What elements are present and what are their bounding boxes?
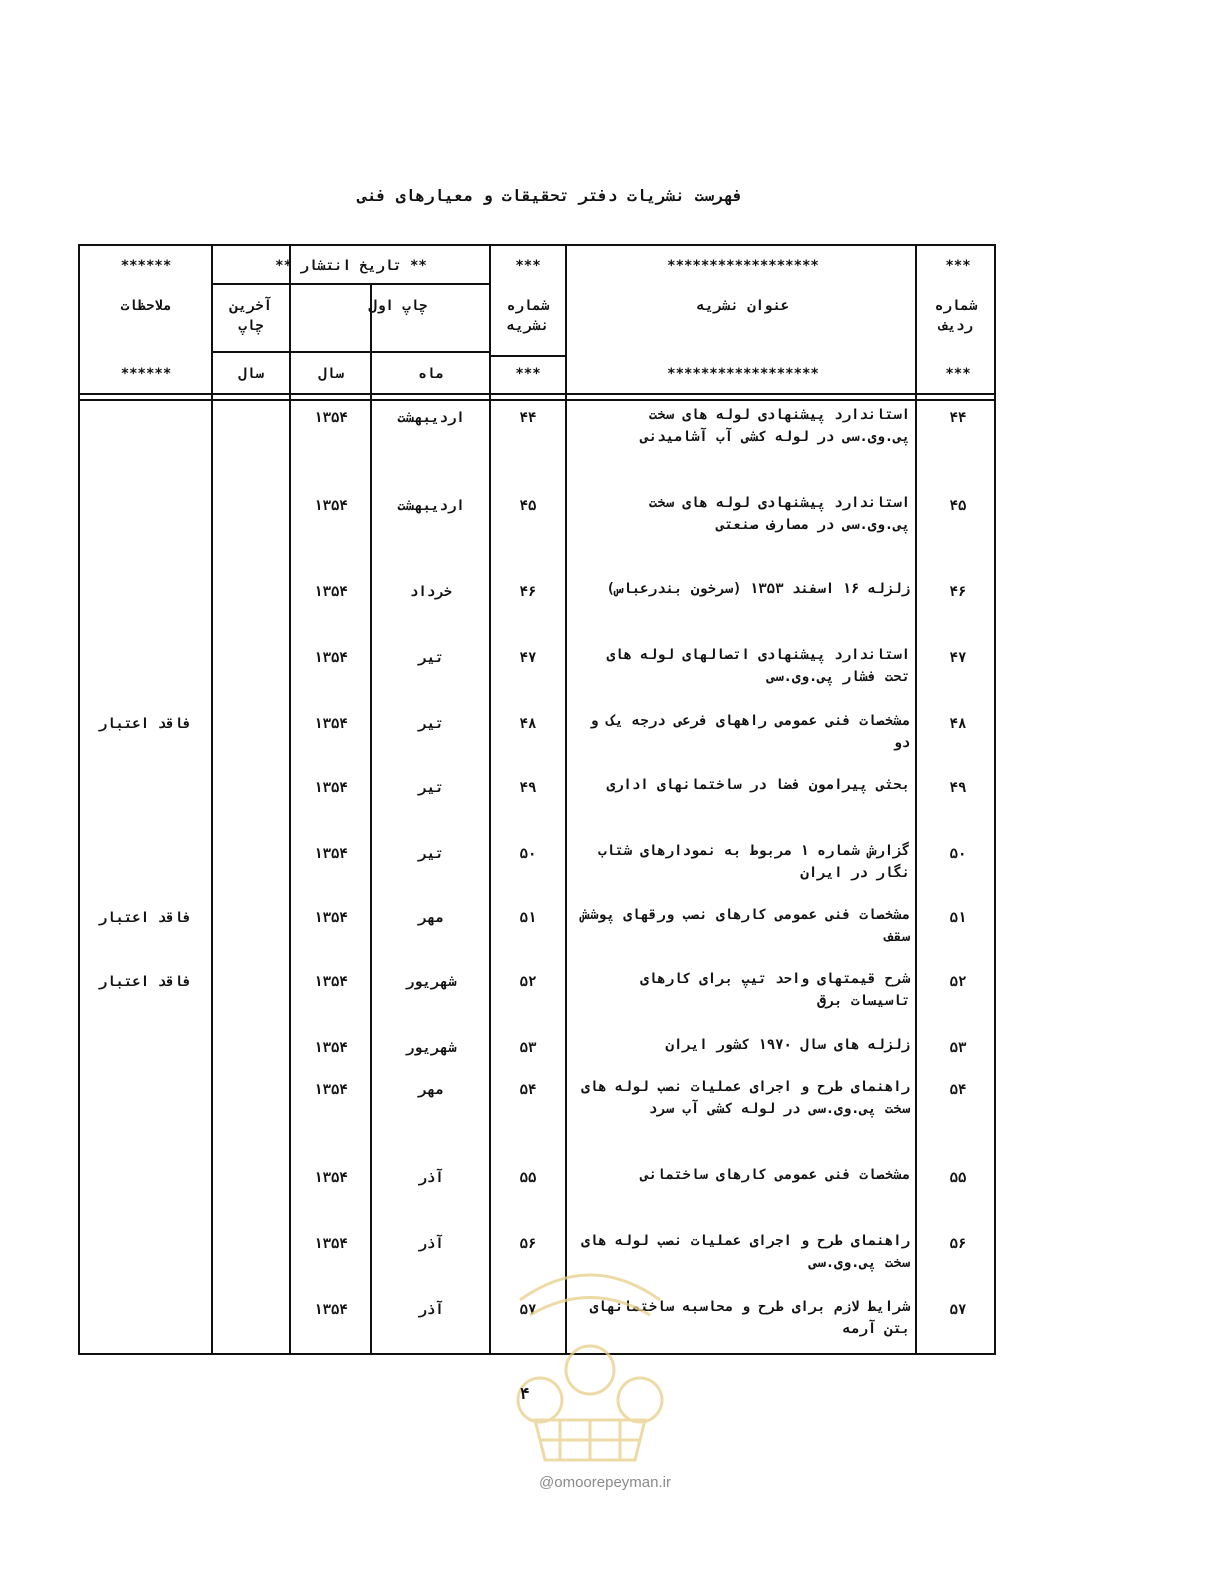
row-number-cell: ۵۱ <box>949 910 967 926</box>
year-cell: ۱۳۵۴ <box>314 1040 348 1056</box>
row-number-cell: ۵۷ <box>949 1302 967 1318</box>
pub-number-cell: ۵۲ <box>519 974 537 990</box>
notes-cell: فاقد اعتبار <box>98 910 192 926</box>
row-number-cell: ۵۲ <box>949 974 967 990</box>
title-cell: زلزله ۱۶ اسفند ۱۳۵۳ (سرخون بندرعباس) <box>606 581 910 597</box>
notes-stars-top: ****** <box>120 258 172 274</box>
year-cell: ۱۳۵۴ <box>314 716 348 732</box>
row-number-cell: ۴۶ <box>949 584 967 600</box>
year-cell: ۱۳۵۴ <box>314 846 348 862</box>
row-number-cell: ۴۷ <box>949 650 967 666</box>
month-cell: شهریور <box>405 1040 457 1056</box>
pub-number-header: شماره نشریه <box>506 298 550 334</box>
row-number-cell: ۴۹ <box>949 780 967 796</box>
site-credit: @omoorepeyman.ir <box>539 1474 671 1491</box>
title-cell: استاندارد پیشنهادی اتصالهای لوله های تحت فشار پی.وی.سی <box>606 647 910 685</box>
month-cell: اردیبهشت <box>397 410 465 426</box>
month-cell: آذر <box>418 1170 444 1186</box>
title-header: عنوان نشریه <box>696 298 790 314</box>
pub-number-cell: ۴۹ <box>519 780 537 796</box>
year-cell: ۱۳۵۴ <box>314 498 348 514</box>
year-header: سال <box>318 366 344 382</box>
month-cell: خرداد <box>409 584 453 600</box>
pub-number-cell: ۴۸ <box>519 716 537 732</box>
pub-number-cell: ۴۴ <box>519 410 537 426</box>
row-number-stars: *** <box>945 258 971 274</box>
first-print-header: چاپ اول <box>368 298 428 314</box>
pub-number-cell: ۵۷ <box>519 1302 537 1318</box>
month-cell: شهریور <box>405 974 457 990</box>
year-cell: ۱۳۵۴ <box>314 974 348 990</box>
year-cell: ۱۳۵۴ <box>314 1170 348 1186</box>
row-number-header: شماره ردیف <box>934 298 978 334</box>
notes-cell: فاقد اعتبار <box>98 974 192 990</box>
year-cell: ۱۳۵۴ <box>314 780 348 796</box>
title-cell: شرح قیمتهای واحد تیپ برای کارهای تاسیسات برق <box>640 971 910 1009</box>
title-cell: مشخصات فنی عمومی کارهای نصب ورقهای پوشش سقف <box>581 907 910 945</box>
title-cell: استاندارد پیشنهادی لوله های سخت پی.وی.سی در مصارف صنعتی <box>648 495 910 533</box>
pub-number-stars-bottom: *** <box>515 366 541 382</box>
row-number-cell: ۵۶ <box>949 1236 967 1252</box>
row-number-cell: ۵۵ <box>949 1170 967 1186</box>
row-number-cell: ۵۳ <box>949 1040 967 1056</box>
title-cell: شرایط لازم برای طرح و محاسبه ساختمانهای بتن آرمه <box>589 1299 910 1337</box>
year-cell: ۱۳۵۴ <box>314 1302 348 1318</box>
year-cell: ۱۳۵۴ <box>314 584 348 600</box>
last-print-header: آخرین چاپ <box>229 298 273 334</box>
pub-number-cell: ۵۴ <box>519 1082 537 1098</box>
page-title: فهرست نشریات دفتر تحقیقات و معیارهای فنی <box>357 186 743 205</box>
row-number-cell: ۵۴ <box>949 1082 967 1098</box>
row-number-cell: ۴۵ <box>949 498 967 514</box>
pub-number-cell: ۵۳ <box>519 1040 537 1056</box>
year-cell: ۱۳۵۴ <box>314 1236 348 1252</box>
month-cell: مهر <box>418 910 444 926</box>
row-number-cell: ۵۰ <box>949 846 967 862</box>
watermark-seal-logo <box>500 1260 680 1480</box>
row-number-stars-bottom: *** <box>945 366 971 382</box>
month-cell: اردیبهشت <box>397 498 465 514</box>
month-cell: تیر <box>418 716 444 732</box>
page-number: ۴ <box>520 1384 530 1403</box>
month-header: ماه <box>418 366 444 382</box>
title-cell: مشخصات فنی عمومی راههای فرعی درجه یک و دو <box>589 713 910 751</box>
row-number-cell: ۴۸ <box>949 716 967 732</box>
year-cell: ۱۳۵۴ <box>314 910 348 926</box>
month-cell: تیر <box>418 846 444 862</box>
month-cell: تیر <box>418 780 444 796</box>
pub-number-cell: ۴۷ <box>519 650 537 666</box>
notes-cell: فاقد اعتبار <box>98 716 192 732</box>
notes-stars-bottom: ****** <box>120 366 172 382</box>
title-cell: استاندارد پیشنهادی لوله های سخت پی.وی.سی در لوله کشی آب آشامیدنی <box>640 407 910 445</box>
title-cell: راهنمای طرح و اجرای عملیات نصب لوله های سخت پی.وی.سی <box>581 1233 910 1271</box>
title-stars-top: ****************** <box>667 258 819 274</box>
title-cell: راهنمای طرح و اجرای عملیات نصب لوله های سخت پی.وی.سی در لوله کشی آب سرد <box>581 1079 910 1117</box>
month-cell: آذر <box>418 1236 444 1252</box>
pub-number-cell: ۵۰ <box>519 846 537 862</box>
year-cell: ۱۳۵۴ <box>314 410 348 426</box>
month-cell: آذر <box>418 1302 444 1318</box>
last-print-year-header: سال <box>238 366 264 382</box>
pub-number-cell: ۵۵ <box>519 1170 537 1186</box>
pub-number-cell: ۴۶ <box>519 584 537 600</box>
pub-number-cell: ۵۱ <box>519 910 537 926</box>
year-cell: ۱۳۵۴ <box>314 650 348 666</box>
title-cell: گزارش شماره ۱ مربوط به نمودارهای شتاب نگار در ایران <box>598 843 910 881</box>
row-number-cell: ۴۴ <box>949 410 967 426</box>
pub-number-cell: ۴۵ <box>519 498 537 514</box>
publication-date-header: ** تاریخ انتشار ** <box>275 258 427 274</box>
pub-number-cell: ۵۶ <box>519 1236 537 1252</box>
year-cell: ۱۳۵۴ <box>314 1082 348 1098</box>
title-cell: زلزله های سال ۱۹۷۰ کشور ایران <box>665 1037 910 1053</box>
pub-number-stars: *** <box>515 258 541 274</box>
title-stars-bottom: ****************** <box>667 366 819 382</box>
title-cell: بحثی پیرامون فضا در ساختمانهای اداری <box>606 777 910 793</box>
month-cell: تیر <box>418 650 444 666</box>
month-cell: مهر <box>418 1082 444 1098</box>
notes-header: ملاحظات <box>120 298 172 314</box>
title-cell: مشخصات فنی عمومی کارهای ساختمانی <box>640 1167 910 1183</box>
publications-table <box>78 244 996 1356</box>
